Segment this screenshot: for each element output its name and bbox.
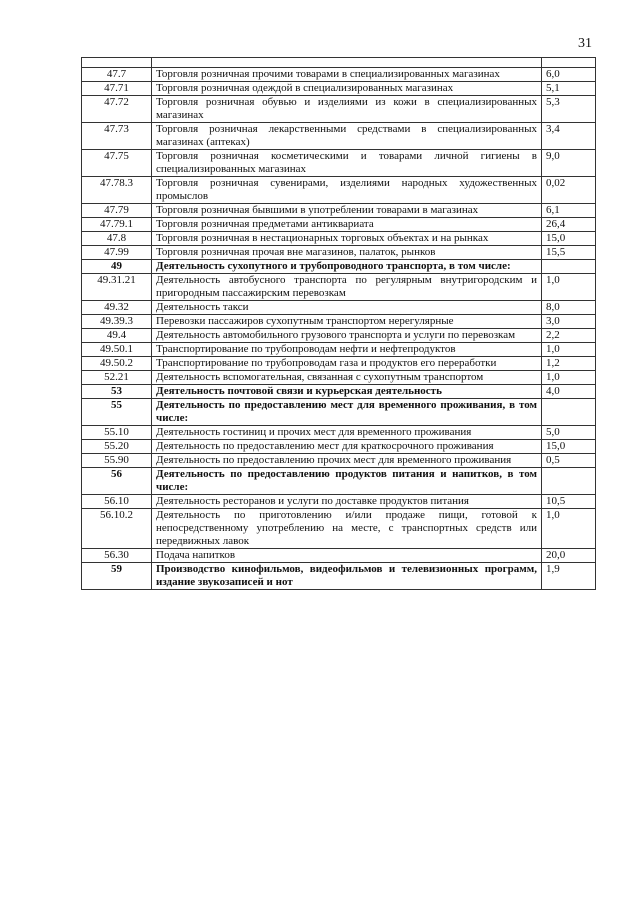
activity-rates-table [81, 57, 596, 590]
table-row [82, 468, 596, 495]
table-row [82, 495, 596, 509]
rate-cell [542, 58, 596, 68]
rate-cell: 1,0 [542, 343, 596, 357]
activity-name-cell: Деятельность по предоставлению прочих мест для временного проживания [152, 454, 542, 468]
rate-cell: 2,2 [542, 329, 596, 343]
activity-name-cell: Подача напитков [152, 549, 542, 563]
activity-code-cell: 47.79 [82, 204, 152, 218]
activity-name-cell: Торговля розничная прочими товарами в специализированных магазинах [152, 68, 542, 82]
activity-name-cell: Торговля розничная косметическими и товарами личной гигиены в специализированных магазинах [152, 150, 542, 177]
table-row [82, 549, 596, 563]
activity-code-cell: 59 [82, 563, 152, 590]
table-row [82, 371, 596, 385]
table-row [82, 218, 596, 232]
activity-name-cell: Деятельность автомобильного грузового транспорта и услуги по перевозкам [152, 329, 542, 343]
activity-name-cell: Деятельность ресторанов и услуги по доставке продуктов питания [152, 495, 542, 509]
rate-cell: 1,0 [542, 371, 596, 385]
activity-code-cell: 47.72 [82, 96, 152, 123]
table-row [82, 123, 596, 150]
rate-cell [542, 260, 596, 274]
table-row [82, 232, 596, 246]
activity-name-cell: Транспортирование по трубопроводам нефти и нефтепродуктов [152, 343, 542, 357]
table-row [82, 563, 596, 590]
activity-name-cell: Торговля розничная прочая вне магазинов, палаток, рынков [152, 246, 542, 260]
activity-name-cell: Торговля розничная лекарственными средствами в специализированных магазинах (аптеках) [152, 123, 542, 150]
activity-name-cell: Деятельность сухопутного и трубопроводного транспорта, в том числе: [152, 260, 542, 274]
rate-cell: 8,0 [542, 301, 596, 315]
activity-name-cell: Торговля розничная в нестационарных торговых объектах и на рынках [152, 232, 542, 246]
rate-cell: 3,4 [542, 123, 596, 150]
activity-code-cell: 47.71 [82, 82, 152, 96]
activity-code-cell: 49.50.2 [82, 357, 152, 371]
rate-cell: 5,1 [542, 82, 596, 96]
table-row [82, 399, 596, 426]
activity-code-cell: 56.30 [82, 549, 152, 563]
rate-cell: 15,5 [542, 246, 596, 260]
table-row [82, 274, 596, 301]
activity-name-cell: Торговля розничная бывшими в употреблении товарами в магазинах [152, 204, 542, 218]
table-row [82, 426, 596, 440]
activity-name-cell: Деятельность по предоставлению мест для краткосрочного проживания [152, 440, 542, 454]
activity-code-cell: 55.90 [82, 454, 152, 468]
activity-code-cell: 56.10 [82, 495, 152, 509]
activity-code-cell: 47.8 [82, 232, 152, 246]
table-row [82, 260, 596, 274]
activity-name-cell: Деятельность по предоставлению продуктов питания и напитков, в том числе: [152, 468, 542, 495]
activity-code-cell: 56.10.2 [82, 509, 152, 549]
activity-name-cell: Транспортирование по трубопроводам газа и продуктов его переработки [152, 357, 542, 371]
rate-cell: 26,4 [542, 218, 596, 232]
rate-cell: 1,2 [542, 357, 596, 371]
activity-name-cell: Производство кинофильмов, видеофильмов и телевизионных программ, издание звукозаписей и нот [152, 563, 542, 590]
rate-cell: 5,0 [542, 426, 596, 440]
activity-name-cell: Торговля розничная сувенирами, изделиями народных художественных промыслов [152, 177, 542, 204]
activity-name-cell [152, 58, 542, 68]
table-row [82, 68, 596, 82]
activity-code-cell: 47.79.1 [82, 218, 152, 232]
table-row [82, 96, 596, 123]
table-row [82, 301, 596, 315]
table-row [82, 385, 596, 399]
table-row [82, 454, 596, 468]
table-header-row [82, 58, 596, 68]
activity-name-cell: Торговля розничная обувью и изделиями из кожи в специализированных магазинах [152, 96, 542, 123]
rate-cell: 1,0 [542, 509, 596, 549]
activity-code-cell: 56 [82, 468, 152, 495]
activity-name-cell: Торговля розничная одеждой в специализированных магазинах [152, 82, 542, 96]
rate-cell: 4,0 [542, 385, 596, 399]
rate-cell: 6,1 [542, 204, 596, 218]
rate-cell: 3,0 [542, 315, 596, 329]
rate-cell: 5,3 [542, 96, 596, 123]
rate-cell: 10,5 [542, 495, 596, 509]
table-row [82, 329, 596, 343]
rate-cell: 20,0 [542, 549, 596, 563]
activity-name-cell: Деятельность вспомогательная, связанная с сухопутным транспортом [152, 371, 542, 385]
activity-code-cell: 52.21 [82, 371, 152, 385]
activity-code-cell: 47.7 [82, 68, 152, 82]
activity-name-cell: Деятельность по приготовлению и/или продаже пищи, готовой к непосредственному употреблению на месте, с транспортных средств или передвижных лавок [152, 509, 542, 549]
activity-code-cell: 49.32 [82, 301, 152, 315]
activity-code-cell: 53 [82, 385, 152, 399]
activity-name-cell: Перевозки пассажиров сухопутным транспортом нерегулярные [152, 315, 542, 329]
rate-cell [542, 399, 596, 426]
page-number: 31 [578, 36, 592, 51]
activity-code-cell: 47.73 [82, 123, 152, 150]
activity-name-cell: Деятельность почтовой связи и курьерская деятельность [152, 385, 542, 399]
table-row [82, 82, 596, 96]
activity-code-cell: 55 [82, 399, 152, 426]
rate-cell: 1,0 [542, 274, 596, 301]
activity-name-cell: Торговля розничная предметами антиквариата [152, 218, 542, 232]
activity-code-cell: 47.78.3 [82, 177, 152, 204]
rate-cell: 15,0 [542, 440, 596, 454]
activity-code-cell: 49.4 [82, 329, 152, 343]
table-row [82, 343, 596, 357]
rate-cell: 0,02 [542, 177, 596, 204]
activity-code-cell: 47.99 [82, 246, 152, 260]
rate-cell: 0,5 [542, 454, 596, 468]
activity-code-cell: 49.31.21 [82, 274, 152, 301]
table-row [82, 150, 596, 177]
table-row [82, 509, 596, 549]
rate-cell: 15,0 [542, 232, 596, 246]
activity-code-cell: 49.39.3 [82, 315, 152, 329]
rate-cell: 6,0 [542, 68, 596, 82]
table-row [82, 177, 596, 204]
activity-code-cell: 49.50.1 [82, 343, 152, 357]
activity-code-cell [82, 58, 152, 68]
rate-cell: 9,0 [542, 150, 596, 177]
activity-name-cell: Деятельность такси [152, 301, 542, 315]
rate-cell: 1,9 [542, 563, 596, 590]
activity-code-cell: 55.20 [82, 440, 152, 454]
table-row [82, 440, 596, 454]
table-row [82, 246, 596, 260]
activity-name-cell: Деятельность по предоставлению мест для временного проживания, в том числе: [152, 399, 542, 426]
table-row [82, 204, 596, 218]
table-row [82, 357, 596, 371]
table-row [82, 315, 596, 329]
activity-name-cell: Деятельность автобусного транспорта по регулярным внутригородским и пригородным пассажирским перевозкам [152, 274, 542, 301]
activity-code-cell: 55.10 [82, 426, 152, 440]
activity-code-cell: 49 [82, 260, 152, 274]
activity-code-cell: 47.75 [82, 150, 152, 177]
activity-name-cell: Деятельность гостиниц и прочих мест для временного проживания [152, 426, 542, 440]
rate-cell [542, 468, 596, 495]
